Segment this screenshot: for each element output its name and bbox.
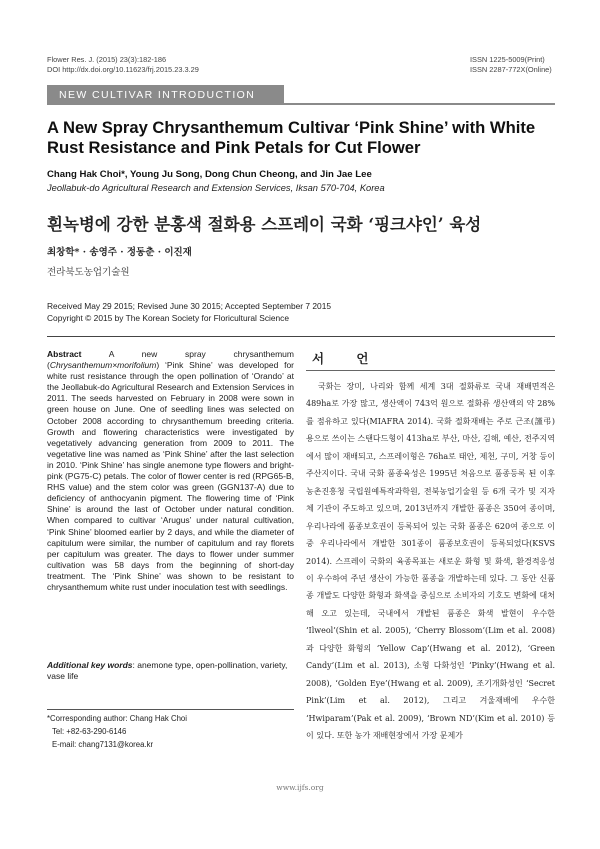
- author-list: Chang Hak Choi*, Young Ju Song, Dong Chun Cheong, and Jin Jae Lee: [47, 169, 372, 180]
- banner-rule: [47, 103, 555, 105]
- introduction-text: 국화는 장미, 나리와 함께 세계 3대 절화류로 국내 재배면적은 489ha로 가장 많고, 생산액이 743억 원으로 절화류 생산액의 약 28%를 점유하고 있다(MIAFRA 2014). 국화 절화재배는 주로 근조(謹弔)용으로 쓰이는 스탠다드형이 413ha로 부산, 마산, 김해, 예산, 전주지역에서 많이 재배되고, 스프레이형은 76ha로 태안, 제천, 구미, 거창 등이 주산지이다. 국내 국화 품종육성은 1995년 처음으로 품종등록 된 이후 농촌진흥청 국립원예특작과학원, 전북농업기술원 등 6개 국가 및 지자체 기관이 주도하고 있으며, 2013년까지 개발한 품종은 350여 종이며, 우리나라에 품종보호권이 등록되어 있는 국화 품종은 620여 종으로 이 중 우리나라에서 개발한 301종이 품종보호권이 등록되었다(KSVS 2014). 스프레이 국화의 육종목표는 새로운 화형 및 화색, 환경적응성이 우수하여 주년 생산이 가능한 품종을 개발하는데 있다. 그 동안 신품종 개발도 다양한 화형과 화색을 중심으로 소비자의 기호도 변화에 대처해 오고 있는데, 국내에서 개발된 품종은 화색 발현이 우수한 ‘Ilweol’(Shin et al. 2005), ‘Cherry Blossom’(Lim et al. 2008)과 다양한 화형의 ‘Yellow Cap’(Hwang et al. 2012), ‘Green Candy’(Lim et al. 2013), 소형 다화성인 ‘Pinky’(Hwang et al. 2008), ‘Golden Eye’(Hwang et al. 2009), 조기개화성인 ‘Secret Pink’(Lim et al. 2012), 그리고 겨울재배에 우수한 ‘Hwiparam’(Pak et al. 2009), ‘Brown ND’(Kim et al. 2010) 등이 있다. 또한 농가 재배현장에서 가장 문제가: [306, 382, 555, 741]
- author-phone: Tel: +82-63-290-6146: [52, 726, 127, 736]
- corresponding-author: *Corresponding author: Chang Hak Choi: [47, 714, 187, 723]
- abstract-label: Abstract: [47, 349, 82, 359]
- abstract-paragraph: [47, 349, 294, 593]
- issn-print: ISSN 1225-5009(Print): [470, 55, 545, 64]
- keywords-label: Additional key words: [47, 660, 133, 670]
- species-name: Chrysanthemum×morifolium: [49, 360, 157, 371]
- author-affiliation: Jeollabuk-do Agricultural Research and Extension Services, Iksan 570-704, Korea: [47, 183, 385, 193]
- korean-affiliation: 전라북도농업기술원: [47, 267, 130, 278]
- issn-online: ISSN 2287-772X(Online): [470, 64, 552, 74]
- journal-header: [47, 55, 199, 74]
- publication-dates: [47, 301, 331, 324]
- korean-author-list: 최창학* · 송영주 · 정동춘 · 이진재: [47, 247, 192, 258]
- issn-header: [470, 55, 552, 74]
- keywords-paragraph: [47, 660, 294, 682]
- abstract-text-2: ) ‘Pink Shine’ was developed for white rust resistance through the open pollination of ‘Orando’ at the Jeollabuk-do Agricultural Research and Extension Services in 2011. The seeds harvested on February in 2008 were sown in green house on June. One of seedling lines was selected on October 2008 according to chrysanthemum breeding criteria. Growth and flowering characteristics were investigated by vegetatively advancing generation from 2009 to 2011. The vegetative line was named as ‘Pink Shine’ after the last selection in 2010. ‘Pink Shine’ has single anemone type flowers and bright-pink (PG75-C) petals. The color of flower center is red (RPG65-B, RHS value) and the stem color was green (GGN137-A) due to deficiency of anthocyanin pigment. The flowering time of ‘Pink Shine’ is around the last of October under natural condition. When compared to cultivar ‘Arugus’ under natural cultivation, ‘Pink Shine’ bloomed earlier by 2 days, and while the diameter of capitulum were similar, the number of capitulum and ray florets per capitulum was greater. The days to flower under summer cultivation was 58 days from the beginning of short-day treatment. The ‘Pink Shine’ was shown to be resistant to chrysanthemum white rust under inoculation test with seedlings.: [47, 360, 294, 592]
- divider-rule: [47, 336, 555, 337]
- paper-title: A New Spray Chrysanthemum Cultivar ‘Pink Shine’ with White Rust Resistance and Pink Petals for Cut Flower: [47, 118, 536, 157]
- section-banner: NEW CULTIVAR INTRODUCTION: [47, 85, 284, 105]
- author-email[interactable]: E-mail: chang7131@korea.kr: [52, 739, 154, 749]
- footnote-rule: [47, 709, 294, 710]
- korean-title: 흰녹병에 강한 분홍색 절화용 스프레이 국화 ‘핑크샤인’ 육성: [47, 215, 482, 234]
- copyright-line: Copyright © 2015 by The Korean Society for Floricultural Science: [47, 312, 290, 323]
- introduction-heading: 서 언: [312, 351, 383, 366]
- received-dates: Received May 29 2015; Revised June 30 2015; Accepted September 7 2015: [47, 301, 332, 311]
- journal-citation: Flower Res. J. (2015) 23(3):182-186: [47, 55, 167, 64]
- corresponding-author-footnote: [47, 713, 187, 751]
- keywords-text: : anemone type, open-pollination, variety, vase life: [47, 660, 288, 682]
- page-footer-url[interactable]: www.ijfs.org: [276, 783, 324, 792]
- abstract-text-1: A new spray chrysanthemum (: [47, 349, 294, 371]
- introduction-rule: [306, 370, 555, 371]
- doi-link[interactable]: DOI http://dx.doi.org/10.11623/frj.2015.23.3.29: [47, 64, 199, 74]
